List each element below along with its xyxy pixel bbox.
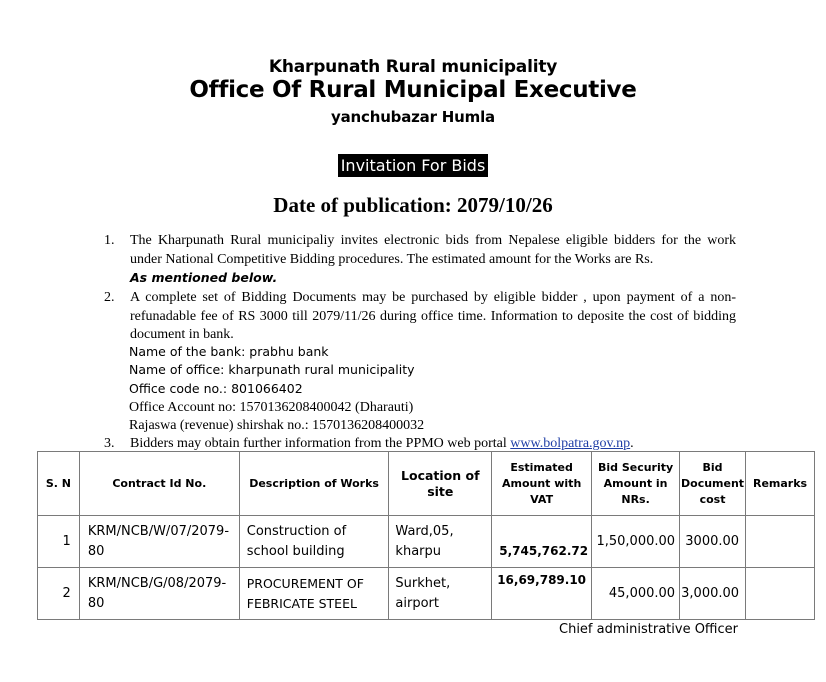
cell-sn: 1 <box>38 516 80 568</box>
table-header-row <box>38 452 815 516</box>
cell-security: 1,50,000.00 <box>592 516 680 568</box>
cell-remarks <box>746 516 815 568</box>
header-estimated: Estimated Amount with VAT <box>492 452 592 516</box>
bank-name: Name of the bank: prabhu bank <box>129 344 329 359</box>
item-number: 3. <box>104 436 115 451</box>
table-row <box>38 568 815 620</box>
ppmo-portal-link[interactable]: www.bolpatra.gov.np <box>510 436 631 451</box>
cell-contract: KRM/NCB/W/07/2079-80 <box>79 516 239 568</box>
office-account: Office Account no: 1570136208400042 (Dharauti) <box>129 400 414 415</box>
item-3-suffix: . <box>630 436 634 451</box>
item-text <box>130 232 736 289</box>
cell-sn: 2 <box>38 568 80 620</box>
item-text: A complete set of Bidding Documents may be purchased by eligible bidder , upon payment of a non-refunadable fee of RS 3000 till 2079/11/26 during office time. Information to deposite the cost of bidding document in bank. <box>130 290 736 342</box>
invitation-banner <box>0 154 826 177</box>
table-row <box>38 516 815 568</box>
cell-location: Surkhet, airport <box>389 568 492 620</box>
header-contract: Contract Id No. <box>79 452 239 516</box>
header-location: Location of site <box>389 452 492 516</box>
office-name: Name of office: kharpunath rural municipality <box>129 362 415 377</box>
item-number: 1. <box>104 233 115 248</box>
contracts-table <box>37 451 815 620</box>
office-location: yanchubazar Humla <box>331 108 495 126</box>
publication-date: Date of publication: 2079/10/26 <box>273 193 553 217</box>
header-document: Bid Document cost <box>680 452 746 516</box>
header-remarks: Remarks <box>746 452 815 516</box>
office-title: Office Of Rural Municipal Executive <box>189 77 637 103</box>
cell-estimated: 5,745,762.72 <box>492 516 592 568</box>
invitation-title: Invitation For Bids <box>338 154 489 177</box>
item-number: 2. <box>104 290 115 305</box>
header-security: Bid Security Amount in NRs. <box>592 452 680 516</box>
header-sn: S. N <box>38 452 80 516</box>
item-1-emphasis: As mentioned below. <box>130 270 278 285</box>
cell-document: 3000.00 <box>680 516 746 568</box>
notice-list <box>104 232 736 452</box>
cell-location: Ward,05, kharpu <box>389 516 492 568</box>
header-description: Description of Works <box>239 452 389 516</box>
item-1-body: The Kharpunath Rural municipaliy invites electronic bids from Nepalese eligible bidders for the work under National Competitive Bidding procedures. The estimated amount for the Works are Rs. <box>130 233 736 267</box>
office-code: Office code no.: 801066402 <box>129 381 303 396</box>
cell-remarks <box>746 568 815 620</box>
cell-contract: KRM/NCB/G/08/2079-80 <box>79 568 239 620</box>
cell-document: 3,000.00 <box>680 568 746 620</box>
revenue-number: Rajaswa (revenue) shirshak no.: 1570136208400032 <box>129 418 425 433</box>
item-3-body: Bidders may obtain further information from the PPMO web portal <box>130 436 511 451</box>
cell-estimated: 16,69,789.10 <box>492 568 592 620</box>
cell-description: PROCUREMENT OF FEBRICATE STEEL <box>239 568 389 620</box>
cell-security: 45,000.00 <box>592 568 680 620</box>
signatory: Chief administrative Officer <box>559 622 738 637</box>
cell-description: Construction of school building <box>239 516 389 568</box>
municipality-name: Kharpunath Rural municipality <box>268 57 558 77</box>
